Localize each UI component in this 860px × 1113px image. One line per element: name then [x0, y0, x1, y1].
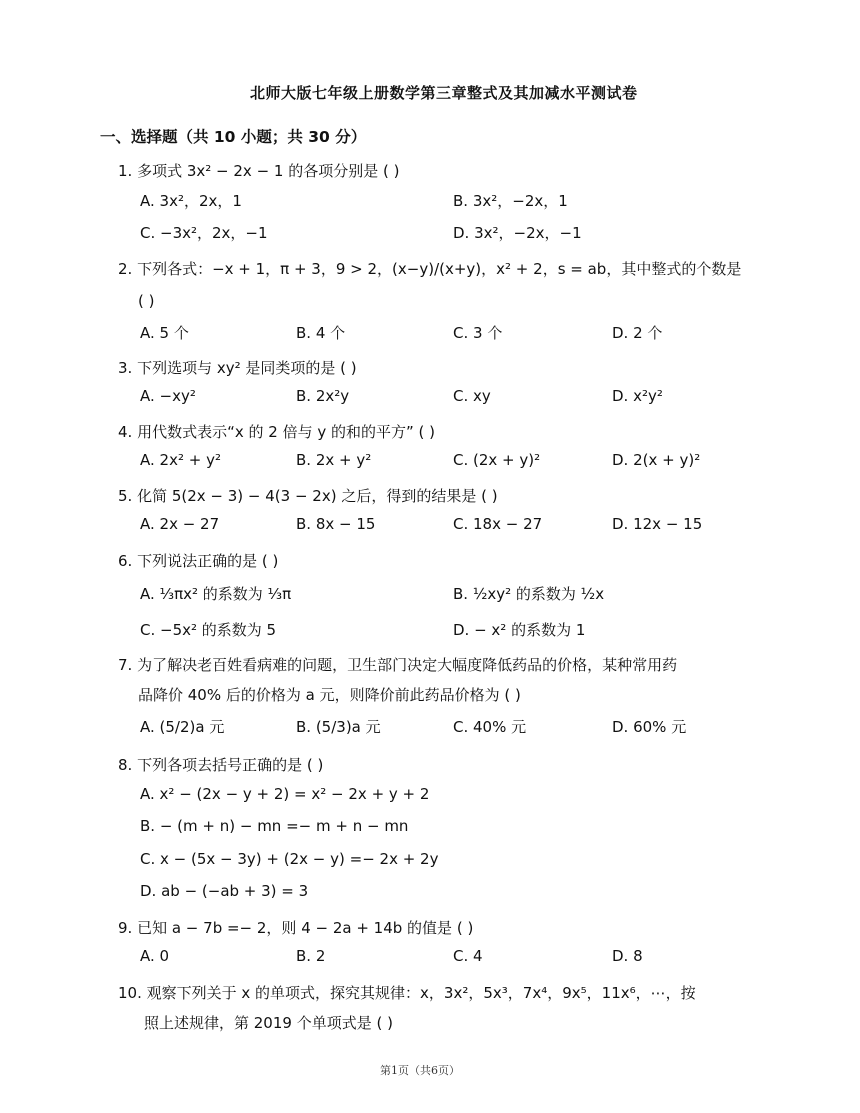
question-10-stem-line-2: 照上述规律，第 2019 个单项式是 ( )	[144, 1014, 393, 1032]
question-3-option-b: B. 2x²y	[296, 387, 350, 405]
question-5-option-a: A. 2x − 27	[140, 515, 220, 533]
question-2-option-c: C. 3 个	[453, 324, 503, 342]
question-1-option-a: A. 3x²，2x，1	[140, 192, 242, 210]
question-7-option-a: A. (5/2)a 元	[140, 718, 225, 736]
question-2-option-a: A. 5 个	[140, 324, 189, 342]
question-4-option-a: A. 2x² + y²	[140, 451, 221, 469]
question-4-stem: 4. 用代数式表示“x 的 2 倍与 y 的和的平方” ( )	[118, 423, 436, 441]
question-2-option-b: B. 4 个	[296, 324, 346, 342]
question-4-option-c: C. (2x + y)²	[453, 451, 541, 469]
question-9-option-b: B. 2	[296, 947, 326, 965]
question-6-option-a: A. ⅓πx² 的系数为 ⅓π	[140, 585, 292, 603]
question-8-option-b: B. − (m + n) − mn =− m + n − mn	[140, 817, 409, 835]
question-6-option-d: D. − x² 的系数为 1	[453, 621, 586, 639]
question-6-option-c: C. −5x² 的系数为 5	[140, 621, 277, 639]
section-heading: 一、选择题（共 10 小题；共 30 分）	[100, 128, 367, 146]
question-8-stem: 8. 下列各项去括号正确的是 ( )	[118, 756, 324, 774]
question-8-option-d: D. ab − (−ab + 3) = 3	[140, 882, 309, 900]
question-5-option-b: B. 8x − 15	[296, 515, 376, 533]
question-7-option-b: B. (5/3)a 元	[296, 718, 381, 736]
question-3-option-c: C. xy	[453, 387, 491, 405]
question-9-option-d: D. 8	[612, 947, 643, 965]
question-5-option-c: C. 18x − 27	[453, 515, 543, 533]
page-title: 北师大版七年级上册数学第三章整式及其加减水平测试卷	[250, 84, 638, 102]
question-1-option-b: B. 3x²，−2x，1	[453, 192, 568, 210]
question-5-stem: 5. 化简 5(2x − 3) − 4(3 − 2x) 之后，得到的结果是 ( )	[118, 487, 498, 505]
question-7-option-c: C. 40% 元	[453, 718, 527, 736]
question-1-stem: 1. 多项式 3x² − 2x − 1 的各项分别是 ( )	[118, 162, 400, 180]
question-1-option-d: D. 3x²，−2x，−1	[453, 224, 582, 242]
question-8-option-a: A. x² − (2x − y + 2) = x² − 2x + y + 2	[140, 785, 430, 803]
page-footer: 第1页（共6页）	[380, 1064, 460, 1077]
question-1-option-c: C. −3x²，2x，−1	[140, 224, 268, 242]
question-4-option-d: D. 2(x + y)²	[612, 451, 701, 469]
question-6-stem: 6. 下列说法正确的是 ( )	[118, 552, 279, 570]
question-7-option-d: D. 60% 元	[612, 718, 687, 736]
question-9-stem: 9. 已知 a − 7b =− 2，则 4 − 2a + 14b 的值是 ( )	[118, 919, 474, 937]
question-2-option-d: D. 2 个	[612, 324, 663, 342]
question-7-stem: 7. 为了解决老百姓看病难的问题，卫生部门决定大幅度降低药品的价格，某种常用药	[118, 656, 678, 674]
question-8-option-c: C. x − (5x − 3y) + (2x − y) =− 2x + 2y	[140, 850, 439, 868]
question-2-stem: 2. 下列各式：−x + 1，π + 3，9 > 2，(x−y)/(x+y)，x² + 2，s = ab，其中整式的个数是	[118, 260, 742, 278]
question-6-option-b: B. ½xy² 的系数为 ½x	[453, 585, 605, 603]
question-3-option-d: D. x²y²	[612, 387, 663, 405]
question-3-stem: 3. 下列选项与 xy² 是同类项的是 ( )	[118, 359, 357, 377]
question-3-option-a: A. −xy²	[140, 387, 196, 405]
question-9-option-a: A. 0	[140, 947, 170, 965]
question-7-stem-line-2: 品降价 40% 后的价格为 a 元，则降价前此药品价格为 ( )	[138, 686, 521, 704]
question-10-stem: 10. 观察下列关于 x 的单项式，探究其规律：x，3x²，5x³，7x⁴，9x⁵，11x⁶，⋯，按	[118, 984, 696, 1002]
question-9-option-c: C. 4	[453, 947, 483, 965]
question-2-stem-line-2: ( )	[138, 292, 155, 310]
question-4-option-b: B. 2x + y²	[296, 451, 372, 469]
question-5-option-d: D. 12x − 15	[612, 515, 703, 533]
